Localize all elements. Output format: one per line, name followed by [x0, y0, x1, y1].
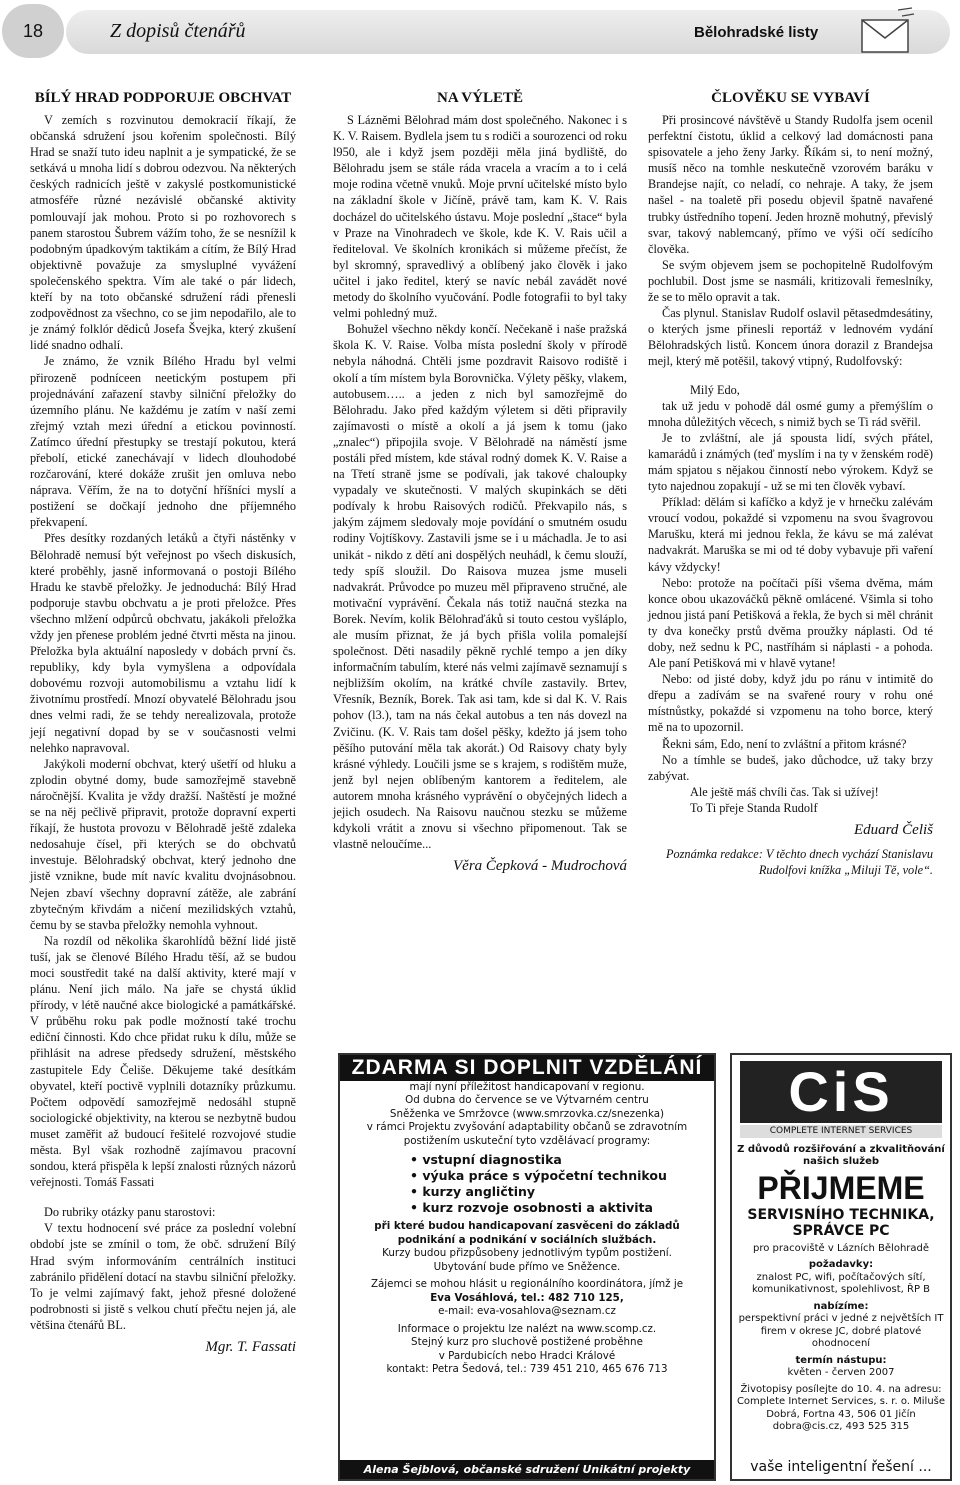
- paragraph: Jakýkoli moderní obchvat, který ušetří od hluku a zplodin obytné domy, bude samozřejmě stavebně náročnější. Kvalita je vždy dražší. Naštěstí je možné se na něj pečlivě připravit, protože dopravní experti říkají, že hustota provozu v Bělohradě ještě zdaleka nedosahuje čísel, při kterých se do obchvatů investuje. Bělohradský obchvat, který jednoho dne jistě vznikne, bude mít navíc kvalitu dvojnásobnou. Nejen zbaví všechny dopravní zátěže, ale zabrání zbytečným křivdám a ničení mezilidských vztahů, čemu by se stavba přeložky nemohla vyhnout.: [30, 756, 296, 932]
- ad-line: Zájemci se mohou hlásit u regionálního koordinátora, jímž je: [370, 1278, 684, 1290]
- ad-line: postižením uskuteční tyto vzdělávací programy:: [403, 1134, 651, 1147]
- ad-contact: kontakt: Petra Šedová, tel.: 739 451 210, 465 676 713: [386, 1363, 668, 1375]
- article-title: BÍLÝ HRAD PODPORUJE OBCHVAT: [34, 90, 292, 106]
- page-number: 18: [2, 4, 64, 58]
- paragraph: Přes desítky rozdaných letáků a čtyři nástěnky v Bělohradě nemusí být veřejnost po všech diskusích, které proběhly, jasně informovaná o postoji Bílého Hradu ke stavbě přeložky. Je jednoduchá: Bílý Hrad podporuje stavbu obchvatu a je proti přeložce. Přes všechno mlžení odpůrců obchvatu, jakákoli přeložka vždy jen přenese problém jedné čtvrti města na jinou. Přeložka byla aktuální naposledy v dobách první čs. republiky, kdy byla vymyšlena a odpovídala dobovému rozvoji automobilismu a vztahu lidí k životnímu prostředí. Mnozí obyvatelé Bělohradu jsou dnes velmi radi, že se tehdy nerealizovala, protože její negativní dopad by se v současnosti velmi nelehko napravoval.: [30, 531, 296, 755]
- cis-offer-label: nabízíme:: [813, 1300, 869, 1312]
- author-signature: Eduard Čeliš: [853, 822, 933, 839]
- paragraph: V zemích s rozvinutou demokracií říkají, že občanská sdružení jsou kořenim společnosti. Bílý Hrad se snaží tuto ideu naplnit a je sympatické, že se setkává u mnoha lidí s dobrou odezvou. Na některých českých radnicích ještě v zakyslé postkomunistické atmosféře různé nezávislé občanské aktivity pomlouvají jak mohou. Proto si po rozhovorech s panem starostou Šubrem vážím toho, že se nesnížil k podobným úpadkovým taktikám a cítím, že Bílý Hrad objektivně považuje za smysluplné vyvážení společenského spektra. Vím ale také o pár lidech, kteří by na toto občanské sdružení rádi přenesli zodpovědnost za všechno, co se jim nepodařilo, ale to je známý folklór dědiců Josefa Švejka, který zkušení lidé snadno odhalí.: [30, 113, 296, 353]
- letter-closing: To Ti přeje Standa Rudolf: [690, 800, 818, 815]
- article-title: NA VÝLETĚ: [436, 90, 523, 106]
- article-bily-hrad: [30, 88, 296, 1355]
- cis-offer: perspektivní práci v jedné z největších IT firem v okrese JC, dobré platové ohodnocení: [738, 1313, 944, 1349]
- cis-cv-info: Životopisy posílejte do 10. 4. na adresu: Complete Internet Services, s. r. o. Miluše Dobrá, Fortna 43, 506 01 Jičín dobra@cis.cz, 493 525 315: [736, 1383, 946, 1432]
- cis-job-advertisement: [730, 1053, 952, 1481]
- author-signature: Mgr. T. Fassati: [205, 1339, 296, 1356]
- article-cloveku-se-vybavi: [648, 88, 933, 878]
- letter-paragraph: Nebo: od jisté doby, když jdu po ránu v intimitě do dřepu a zadívám se na svařené roury v rohu oné místnůstky, pokaždé si vzpomenu na toho borce, který mě na to upozornil.: [648, 672, 933, 735]
- ad-line: v rámci Projektu zvyšování adaptability občanů se zdravotním: [366, 1121, 688, 1133]
- paragraph: Čas plynul. Stanislav Rudolf oslavil pětasedmdesátiny, o kterých jsme přinesli reportáž v lednovém vydání Bělohradských listů. Koncem února dorazil z Brandejsa mejl, který mě potěšil, takový vtipný, Rudolfovský:: [648, 306, 933, 369]
- letter-paragraph: Řekni sám, Edo, není to zvláštní a přitom krásné?: [662, 736, 907, 751]
- cis-logo: CiS: [740, 1061, 942, 1123]
- cis-footer: vaše inteligentní řešení ...: [750, 1458, 932, 1475]
- list-item: • výuka práce s výpočetní technikou: [410, 1168, 714, 1184]
- cis-position: SERVISNÍHO TECHNIKA, SPRÁVCE PC: [747, 1206, 935, 1239]
- ad-web-link[interactable]: Informace o projektu lze nalézt na www.scomp.cz.: [397, 1322, 657, 1335]
- cis-date: květen - červen 2007: [787, 1367, 895, 1378]
- author-signature: Věra Čepková - Mudrochová: [453, 858, 627, 875]
- newspaper-title: Bělohradské listy: [694, 24, 819, 41]
- cis-headline: PŘIJMEME: [757, 1169, 925, 1206]
- cis-tagline: COMPLETE INTERNET SERVICES: [740, 1125, 942, 1138]
- letter-paragraph: Příklad: dělám si kafíčko a když je v hrnečku zalévám vroucí vodou, pokaždé si vzpomenu na svou švagrovou Marušku, která mi jednou řekla, že kávu se má zalévat nadvakrát. Maruška se mi od té doby vybavuje při vaření kávy vždycky!: [648, 495, 933, 574]
- cis-date-label: termín nástupu:: [795, 1354, 887, 1366]
- ad-line: v Pardubicích nebo Hradci Králové: [438, 1349, 616, 1362]
- cis-requirements: znalost PC, wifi, počítačových sítí, komunikativnost, spolehlivost, ŘP B: [751, 1271, 931, 1295]
- article-title: ČLOVĚKU SE VYBAVÍ: [711, 90, 870, 106]
- paragraph: Je známo, že vznik Bílého Hradu byl velmi přirozeně podníceen neetickým postupem při projednávání zařazení stavby silniční přeložky do územního plánu. Ne každému je zatím v naší zemi zřejmý vztah mezi úřední a etickou povinností. Zatímco úřední přestupky se trestají pokutou, která přebolí, etické zanechávají v lidech dlouhodobé rozčarování, které dokáže zrušit jen omluva nebo náprava. Věřím, že na to dotyční hříšníci myslí a postižení se dočkají jednoho dne příjemného překvapení.: [30, 354, 296, 530]
- letter-paragraph: Nebo: protože na počítači píši všema dvěma, mám konce obou ukazováčků pěkně omlácené. Všimla si toho jednou jistá paní Petišková a řekla, že bych si měl chránit ty dva konečky prstů dvěma proužky náplasti. Od té doby, než sednu k PC, nastříhám si náplasti - a pohoda. Ale paní Petišková mi v hlavě vytane!: [648, 575, 933, 671]
- paragraph: S Lázněmi Bělohrad mám dost společného. Nakonec i s K. V. Raisem. Bydlela jsem tu s rodiči a sourozenci od roku l950, ale i když jsem později měla jiná bydliště, do Bělohradu jsem se stále ráda vracela a vracím a to i celá moje rodina včetně vnuků. Moje první učitelské místo bylo na základní škole v Jičíně, právě tam, kam K. V. Rais docházel do učitelského ústavu. Moje poslední „štace“ byla v Praze na Vinohradech ve škole, kde K. V. Rais učil a řediteloval. Ve školních kronikách si můžeme přečíst, že byl skromný, spravedlivý a oblíbený jako člověk i jako učitel i jako ředitel, který se navíc nebál zavádět nové metody do školního vyučování. Podle fotografii to byl taky velmi pohledný muž.: [333, 113, 627, 321]
- list-item: • kurz rozvoje osobnosti a aktivita: [410, 1200, 714, 1216]
- letter-paragraph: No a tímhle se budeš, jako důchodce, už taky brzy zabývat.: [648, 752, 933, 783]
- paragraph: Do rubriky otázky panu starostovi:: [44, 1205, 216, 1220]
- page-header: [0, 0, 960, 62]
- cis-place: pro pracoviště v Lázních Bělohradě: [752, 1242, 930, 1254]
- ad-line: podnikání a podnikání v sociálních službách.: [397, 1233, 657, 1246]
- letter-greeting: Milý Edo,: [690, 382, 740, 397]
- article-na-vylete: [333, 88, 627, 874]
- letter-paragraph: Je to zvláštní, ale já spousta lidí, svých přátel, kamarádů i známých (teď myslím i na ty v ženském rodě) mám spjatou s nějakou činností nebo výrokem. Když se tyto najednou zopakují - už se mi ten člověk vybaví.: [648, 430, 933, 494]
- education-advertisement: [338, 1053, 716, 1481]
- ad-line: Stejný kurz pro sluchově postižené proběhne: [411, 1336, 643, 1348]
- editor-note: Poznámka redakce: V těchto dnech vychází Stanislavu Rudolfovi knížka „Miluji Tě, vole“.: [665, 847, 933, 878]
- paragraph: V textu hodnocení své práce za poslední volební období jste se zmínil o tom, že obč. sdružení Bílý Hrad svým informováním centrálních instituci zabránilo přidělení dotací na stavbu silniční přeložky. To je velmi zajímavý fakt, jehož přesné doložené podrobnosti si jistě s velkou chutí přečtu nejen já, ale většina čtenářů BL.: [30, 1221, 296, 1332]
- envelope-icon: [858, 6, 916, 58]
- ad-line: Kurzy budou přizpůsobeny jednotlivým typům postižení.: [382, 1247, 672, 1259]
- ad-program-list: [340, 1152, 714, 1216]
- cis-intro: Z důvodů rozšiřování a zkvalitňování našich služeb: [737, 1143, 945, 1167]
- ad-footer: Alena Šejblová, občanské sdružení Unikátní projekty: [340, 1460, 714, 1480]
- ad-contact-name: Eva Vosáhlová, tel.: 482 710 125,: [430, 1291, 624, 1304]
- section-title: Z dopisů čtenářů: [110, 20, 246, 42]
- paragraph: Se svým objevem jsem se pochopitelně Rudolfovým pochlubil. Dost jsme se nasmáli, kritizovali řemeslníky, že se to mělo opravit a tak.: [648, 257, 933, 305]
- letter-paragraph: tak už jedu v pohodě dál osmé gumy a přemýšlím o mnoha důležitých věcech, s nimiž bych se Ti rád svěřil.: [648, 398, 933, 429]
- list-item: • kurzy angličtiny: [410, 1184, 714, 1200]
- ad-line: Ubytování bude přímo ve Sněžence.: [433, 1260, 621, 1273]
- ad-line: při které budou handicapovaní zasvěceni do základů: [374, 1220, 680, 1232]
- paragraph: Bohužel všechno někdy končí. Nečekaně i naše pražská škola K. V. Raise. Volba místa poslední školy v přírodě nebyla náhodná. Chtěli jsme pozdravit Raisovo rodiště i okolí a tím místem byla Borovnička. Výlety pěšky, vlakem, autobusem….. a jeden z nich byl samozřejmě do Bělohradu. Jako před každým výletem si děti připravily zajímavosti o místě a okolí a já jsem k tomu (jako „znalec“) připojila svoje. V Bělohradě na náměstí jsme postáli před místem, kde stával rodný domek K. V. Raise a na Třetí straně jsme se podívali, jak takové chaloupky vypadaly ve skutečnosti. V malých skupinkách se děti podívaly k hrobu Raisových rodičů. Překvapilo nás, s jakým zájmem sledovaly moje povídání o smutném osudu rodiny Vojtíškovy. Zastavili jsme se i u máchadla. Je to asi unikát - nikdo z dětí ani dospělých neuhádl, k čemu slouží, tedy spíš sloužil. Do Raisova muzea jsme museli nadvakrát. Průvodce po muzeu měl připraveno stručné, ale motivační vyprávění. Čekala nás totiž naučná stezka na Borek. Nevím, kolik Bělohraďáků si touto cestou vyšláplo, ale musím přiznat, že já bych přišla volila pomalejší společnost. Děti nasadily pěkně rychlé tempo a jen díky informačním tabulím, které nás velmi zajímavě seznamují s nejbližším okolím, na krátké chvíle zastavily. Brtev, Vřesník, Bezník, Borek. Tak asi tam, kde si dal K. V. Rais pohov (l3.), tam na nás čekal autobus a ten nás dovezl na Zvičinu. (K. V. Rais tam došel pěšky, kdežto já jsem toho pěšího putování měla tak akorát.) Od Raisovy chaty byly krásné výhledy. Loučili jsme se s krajem, s rodištěm muže, jenž byl nejen oblíbeným kantorem a ředitelem, ale autorem mnoha krásného vyprávění o obyčejných lidech a jejich osudech. Na Raisovu naučnou stezku se můžeme kdykoli vrátit a znovu si všechno připomenout. Tak se vlastně neloučíme...: [333, 322, 627, 852]
- paragraph: Na rozdíl od několika škarohlídů běžní lidé jistě tuší, jak se členové Bílého Hradu těší, až se budou moci soustředit také na další aktivity, které mají v plánu. Není jich málo. Na jaře se chystá úklid přírody, v létě naučné akce biologické a památkářské. V průběhu roku pak podle možností také trochu ediční činnosti. Kdo chce přidat ruku k dílu, může se přihlásit na adrese předsedy sdružení, městského zastupitele Edy Čeliše. Děkujeme také desítkám obyvatel, kteří poctivě vyplnili dotazníky průzkumu. Počtem odpovědí samozřejmě nedosáhl stupně sociologické objektivity, na kterou se nezbytně budou muset zaměřit až budoucí řešitelé rozvojové studie města. Byl však rozhodně zajímavou pracovní sondou, která přispěla k lepší znalosti různých názorů veřejnosti. Tomáš Fassati: [30, 933, 296, 1190]
- ad-line: mají nyní příležitost handicapovaní v regionu.: [409, 1080, 645, 1093]
- paragraph: Při prosincové návštěvě u Standy Rudolfa jsem ocenil perfektní čistotu, úklid a celkový lad domácnosti pana spisovatele a jeho ženy Jarky. Říkám si, to není možný, musíš něco na tomhle neskutečně vzorovém baráku v Brandejse najít, co neladí, co nehraje. A taky, že jsem našel - na toaletě při posedu objevil špatně navařené trubky ústředního topení. Jeden hrozně mohutný, převislý svar, takový nablemcaný, přímo ve výši očí sedícího člověka.: [648, 113, 933, 256]
- ad-line: Sněženka ve Smržovce (www.smrzovka.cz/snezenka): [389, 1107, 665, 1120]
- cis-requirements-label: požadavky:: [808, 1259, 874, 1270]
- list-item: • vstupní diagnostika: [410, 1152, 714, 1168]
- ad-title: ZDARMA SI DOPLNIT VZDĚLÁNÍ: [340, 1055, 714, 1081]
- ad-line: Od dubna do července se ve Výtvarném centru: [405, 1094, 649, 1106]
- letter-paragraph: Ale ještě máš chvíli čas. Tak si užívej!: [690, 784, 879, 799]
- ad-email[interactable]: e-mail: eva-vosahlova@seznam.cz: [438, 1305, 616, 1317]
